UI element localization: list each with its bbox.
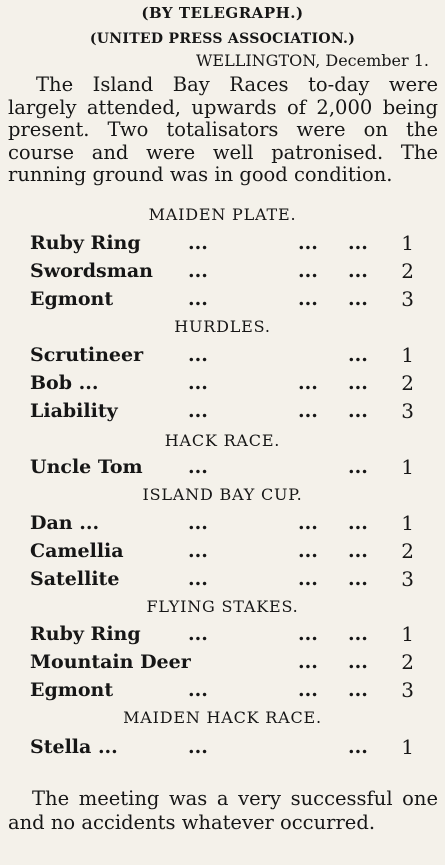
result-row — [30, 453, 414, 481]
placing: 1 — [401, 455, 414, 479]
placing: 1 — [401, 511, 414, 535]
result-row — [30, 620, 414, 648]
placing: 2 — [401, 371, 414, 395]
leader-dots: ... — [348, 512, 368, 534]
horse-name: Scrutineer — [30, 344, 144, 366]
intro-paragraph: The Island Bay Races to-day were largely attended, upwards of 2,000 being present. Two totalisators were on the course and were well patronised. The running ground was in good condition. — [8, 73, 438, 186]
race-title: HACK RACE. — [164, 431, 281, 450]
horse-name: Satellite — [30, 568, 120, 590]
placing: 3 — [401, 678, 414, 702]
result-row — [30, 648, 414, 676]
leader-dots: ... — [188, 260, 208, 282]
leader-dots: ... — [298, 288, 318, 310]
placing: 2 — [401, 539, 414, 563]
race-title: MAIDEN PLATE. — [148, 205, 297, 224]
leader-dots: ... — [298, 540, 318, 562]
leader-dots: ... — [348, 456, 368, 478]
result-row — [30, 676, 414, 704]
leader-dots: ... — [348, 288, 368, 310]
leader-dots: ... — [188, 512, 208, 534]
result-row — [30, 509, 414, 537]
leader-dots: ... — [298, 400, 318, 422]
leader-dots: ... — [348, 736, 368, 758]
leader-dots: ... — [298, 232, 318, 254]
leader-dots: ... — [348, 651, 368, 673]
leader-dots: ... — [298, 651, 318, 673]
leader-dots: ... — [188, 232, 208, 254]
leader-dots: ... — [348, 540, 368, 562]
horse-name: Ruby Ring — [30, 623, 141, 645]
placing: 3 — [401, 399, 414, 423]
placing: 1 — [401, 231, 414, 255]
leader-dots: ... — [188, 344, 208, 366]
press-association-header: (UNITED PRESS ASSOCIATION.) — [89, 31, 356, 47]
leader-dots: ... — [188, 288, 208, 310]
leader-dots: ... — [348, 344, 368, 366]
horse-name: Stella ... — [30, 736, 118, 758]
leader-dots: ... — [298, 372, 318, 394]
result-row — [30, 229, 414, 257]
leader-dots: ... — [188, 623, 208, 645]
horse-name: Egmont — [30, 288, 114, 310]
leader-dots: ... — [298, 512, 318, 534]
result-row — [30, 285, 414, 313]
horse-name: Ruby Ring — [30, 232, 141, 254]
leader-dots: ... — [188, 568, 208, 590]
race-title: ISLAND BAY CUP. — [142, 485, 303, 504]
placing: 1 — [401, 343, 414, 367]
horse-name: Swordsman — [30, 260, 153, 282]
result-row — [30, 565, 414, 593]
horse-name: Liability — [30, 400, 118, 422]
leader-dots: ... — [298, 623, 318, 645]
horse-name: Egmont — [30, 679, 114, 701]
horse-name: Uncle Tom — [30, 456, 143, 478]
result-row — [30, 369, 414, 397]
telegraph-header: (BY TELEGRAPH.) — [141, 4, 304, 22]
leader-dots: ... — [348, 568, 368, 590]
placing: 3 — [401, 567, 414, 591]
placing: 1 — [401, 735, 414, 759]
placing: 3 — [401, 287, 414, 311]
leader-dots: ... — [348, 372, 368, 394]
horse-name: Bob ... — [30, 372, 99, 394]
leader-dots: ... — [188, 540, 208, 562]
horse-name: Mountain Deer — [30, 651, 191, 673]
leader-dots: ... — [348, 623, 368, 645]
leader-dots: ... — [348, 232, 368, 254]
result-row — [30, 397, 414, 425]
placing: 1 — [401, 622, 414, 646]
result-row — [30, 341, 414, 369]
leader-dots: ... — [348, 260, 368, 282]
horse-name: Dan ... — [30, 512, 100, 534]
race-title: FLYING STAKES. — [146, 597, 299, 616]
leader-dots: ... — [298, 260, 318, 282]
placing: 2 — [401, 650, 414, 674]
leader-dots: ... — [188, 400, 208, 422]
leader-dots: ... — [188, 736, 208, 758]
leader-dots: ... — [298, 679, 318, 701]
leader-dots: ... — [348, 679, 368, 701]
race-title: HURDLES. — [174, 317, 271, 336]
horse-name: Camellia — [30, 540, 124, 562]
dateline: WELLINGTON, December 1. — [195, 51, 429, 70]
race-title: MAIDEN HACK RACE. — [123, 708, 322, 727]
leader-dots: ... — [348, 400, 368, 422]
leader-dots: ... — [188, 456, 208, 478]
result-row — [30, 257, 414, 285]
closing-paragraph: The meeting was a very successful one and no accidents whatever occurred. — [8, 787, 438, 834]
result-row — [30, 733, 414, 761]
leader-dots: ... — [188, 679, 208, 701]
leader-dots: ... — [298, 568, 318, 590]
leader-dots: ... — [188, 372, 208, 394]
placing: 2 — [401, 259, 414, 283]
result-row — [30, 537, 414, 565]
